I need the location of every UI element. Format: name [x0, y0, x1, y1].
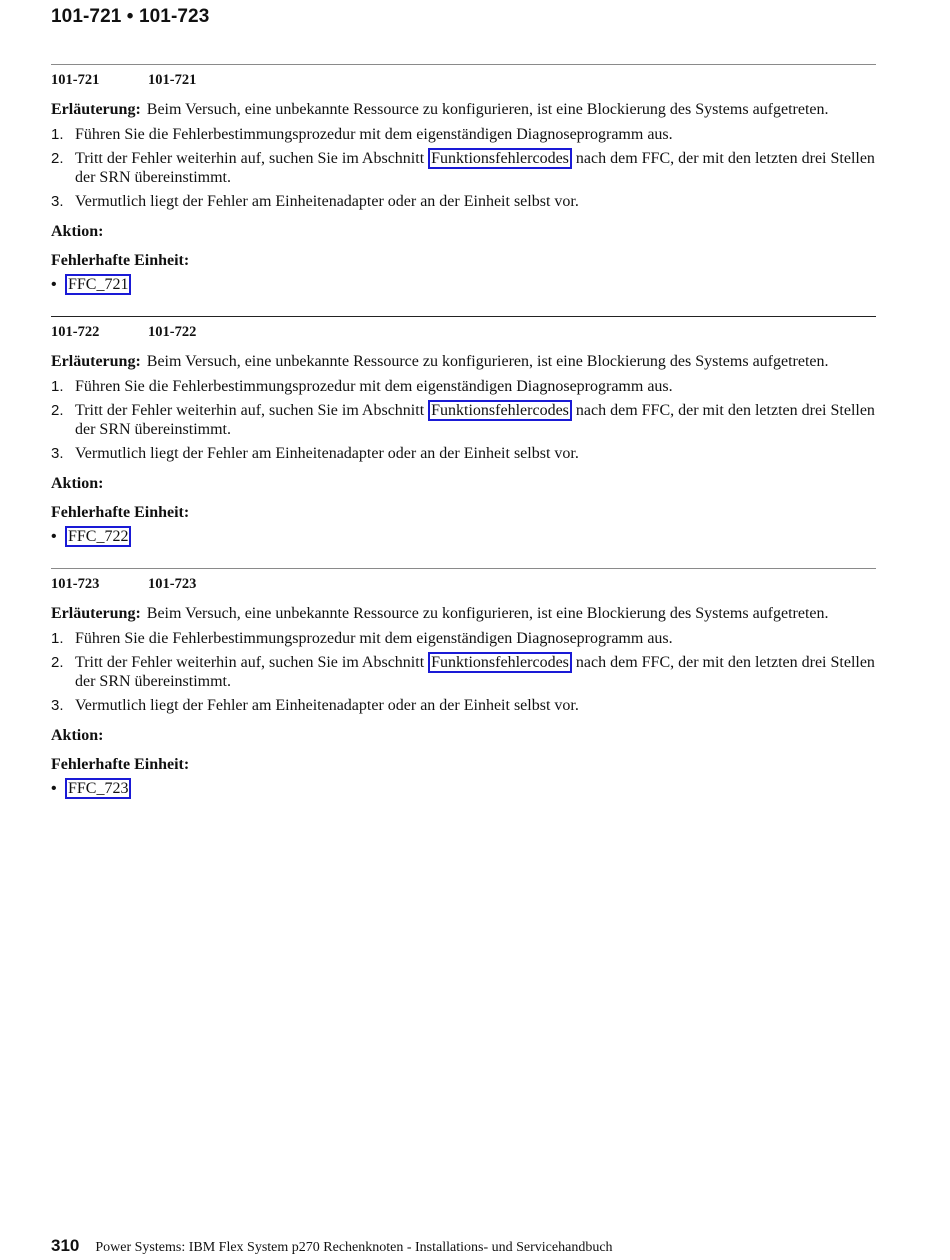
step-text-before: Tritt der Fehler weiterhin auf, suchen Sie im Abschnitt [75, 150, 425, 167]
error-code: 101-723 [51, 576, 100, 592]
step-item [51, 192, 876, 211]
page-number: 310 [51, 1236, 80, 1255]
faulty-unit-item [51, 275, 876, 294]
error-code: 101-721 [51, 72, 100, 88]
explanation-label: Erläuterung: [51, 605, 141, 622]
step-number: 2. [51, 150, 64, 167]
explanation [51, 604, 876, 623]
step-text-before: Tritt der Fehler weiterhin auf, suchen Sie im Abschnitt [75, 654, 425, 671]
ffc-721-link[interactable]: FFC_721 [65, 274, 131, 295]
step-number: 3. [51, 193, 64, 210]
action-heading: Aktion: [51, 727, 104, 744]
explanation-text: Beim Versuch, eine unbekannte Ressource zu konfigurieren, ist eine Blockierung des Systems aufgetreten. [146, 353, 829, 370]
step-list [51, 629, 876, 715]
faulty-unit-heading: Fehlerhafte Einheit: [51, 504, 190, 521]
faulty-unit-item [51, 779, 876, 798]
step-list [51, 125, 876, 211]
error-code-row [51, 72, 876, 92]
error-code-repeat: 101-723 [148, 576, 197, 592]
error-code-repeat: 101-722 [148, 324, 197, 340]
ffc-722-link[interactable]: FFC_722 [65, 526, 131, 547]
explanation [51, 100, 876, 119]
funktionsfehlercodes-link[interactable]: Funktionsfehlercodes [428, 400, 572, 421]
step-number: 3. [51, 445, 64, 462]
faulty-unit-heading: Fehlerhafte Einheit: [51, 252, 190, 269]
bullet-icon: • [51, 276, 57, 293]
error-code-row [51, 576, 876, 596]
step-item [51, 401, 876, 439]
error-code: 101-722 [51, 324, 100, 340]
step-item [51, 629, 876, 648]
step-number: 1. [51, 378, 64, 395]
step-item [51, 653, 876, 691]
step-text-before: Tritt der Fehler weiterhin auf, suchen Sie im Abschnitt [75, 402, 425, 419]
step-number: 2. [51, 654, 64, 671]
step-text-after: nach dem FFC, der mit den letzten drei Stellen der SRN übereinstimmt. [75, 150, 875, 186]
page-header-title: 101-721 • 101-723 [51, 6, 210, 27]
book-title: Power Systems: IBM Flex System p270 Rechenknoten - Installations- und Servicehandbuch [95, 1240, 613, 1255]
error-code-repeat: 101-721 [148, 72, 197, 88]
step-text: Vermutlich liegt der Fehler am Einheitenadapter oder an der Einheit selbst vor. [75, 445, 579, 462]
error-code-list [51, 64, 876, 820]
step-number: 1. [51, 630, 64, 647]
step-number: 1. [51, 126, 64, 143]
step-text-after: nach dem FFC, der mit den letzten drei Stellen der SRN übereinstimmt. [75, 402, 875, 438]
error-entry-101-722 [51, 316, 876, 568]
action-heading: Aktion: [51, 223, 104, 240]
error-code-row [51, 324, 876, 344]
page-footer [51, 1236, 613, 1256]
step-number: 3. [51, 697, 64, 714]
step-item [51, 696, 876, 715]
bullet-icon: • [51, 780, 57, 797]
explanation-label: Erläuterung: [51, 353, 141, 370]
explanation-text: Beim Versuch, eine unbekannte Ressource zu konfigurieren, ist eine Blockierung des Systems aufgetreten. [146, 101, 829, 118]
step-text: Führen Sie die Fehlerbestimmungsprozedur mit dem eigenständigen Diagnoseprogramm aus. [75, 126, 673, 143]
step-text: Führen Sie die Fehlerbestimmungsprozedur mit dem eigenständigen Diagnoseprogramm aus. [75, 378, 673, 395]
ffc-723-link[interactable]: FFC_723 [65, 778, 131, 799]
action-heading: Aktion: [51, 475, 104, 492]
funktionsfehlercodes-link[interactable]: Funktionsfehlercodes [428, 148, 572, 169]
explanation-label: Erläuterung: [51, 101, 141, 118]
bullet-icon: • [51, 528, 57, 545]
funktionsfehlercodes-link[interactable]: Funktionsfehlercodes [428, 652, 572, 673]
step-text-after: nach dem FFC, der mit den letzten drei Stellen der SRN übereinstimmt. [75, 654, 875, 690]
step-item [51, 125, 876, 144]
step-text: Führen Sie die Fehlerbestimmungsprozedur mit dem eigenständigen Diagnoseprogramm aus. [75, 630, 673, 647]
step-item [51, 444, 876, 463]
faulty-unit-item [51, 527, 876, 546]
explanation-text: Beim Versuch, eine unbekannte Ressource zu konfigurieren, ist eine Blockierung des Systems aufgetreten. [146, 605, 829, 622]
error-entry-101-721 [51, 64, 876, 316]
step-text: Vermutlich liegt der Fehler am Einheitenadapter oder an der Einheit selbst vor. [75, 697, 579, 714]
step-list [51, 377, 876, 463]
step-number: 2. [51, 402, 64, 419]
error-entry-101-723 [51, 568, 876, 820]
faulty-unit-heading: Fehlerhafte Einheit: [51, 756, 190, 773]
explanation [51, 352, 876, 371]
step-item [51, 149, 876, 187]
step-item [51, 377, 876, 396]
step-text: Vermutlich liegt der Fehler am Einheitenadapter oder an der Einheit selbst vor. [75, 193, 579, 210]
